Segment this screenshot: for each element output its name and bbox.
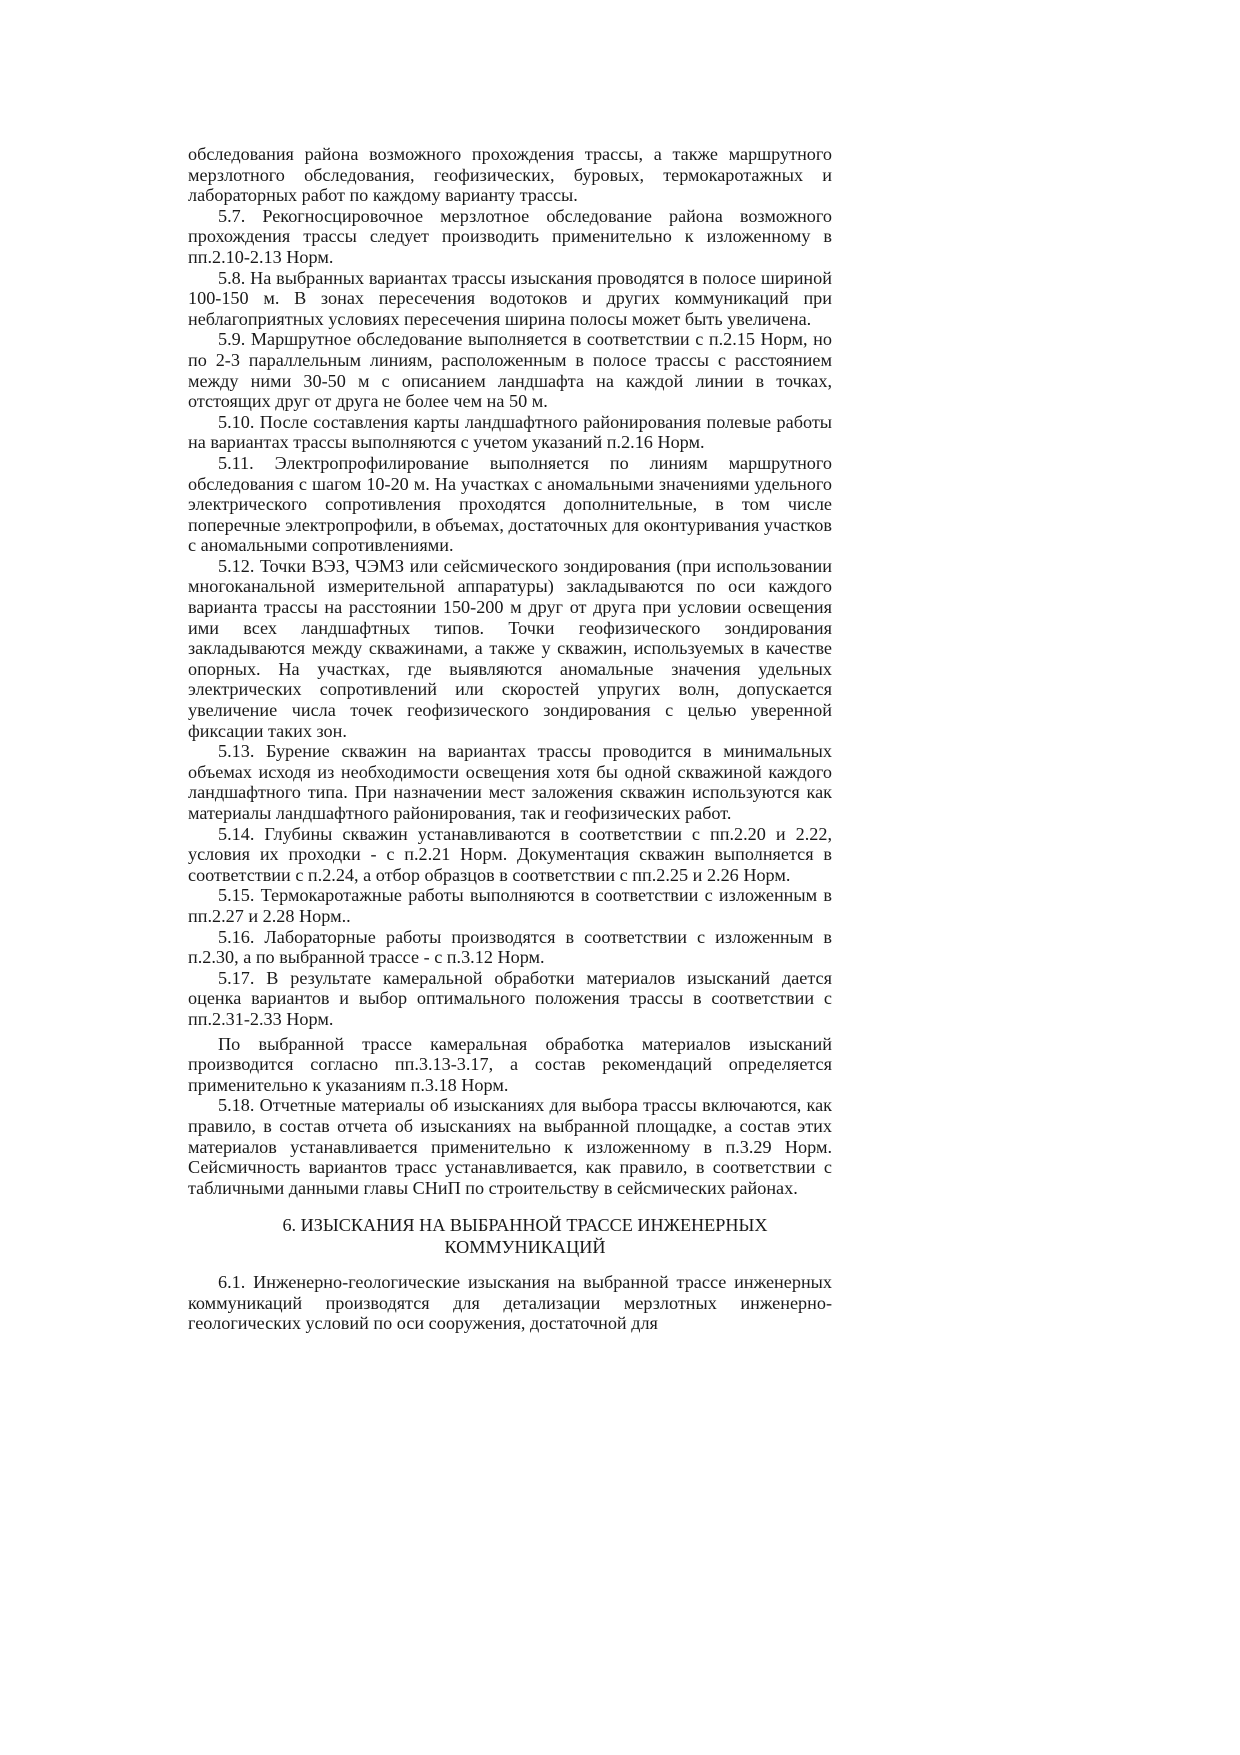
paragraph-5-14: 5.14. Глубины скважин устанавливаются в соответствии с пп.2.20 и 2.22, условия их проходки - с п.2.21 Норм. Документация скважин выполняется в соответствии с п.2.24, а отбор образцов в соответствии с пп.2.25 и 2.26 Норм. [188, 823, 832, 885]
section-6-heading-line-1: 6. ИЗЫСКАНИЯ НА ВЫБРАННОЙ ТРАССЕ ИНЖЕНЕРНЫХ [282, 1215, 768, 1236]
paragraph-6-1: 6.1. Инженерно-геологические изыскания на выбранной трассе инженерных коммуникаций производятся для детализации мерзлотных инженерно-геологических условий по оси сооружения, достаточной для [188, 1272, 832, 1334]
paragraph-5-15: 5.15. Термокаротажные работы выполняются в соответствии с изложенным в пп.2.27 и 2.28 Норм.. [188, 885, 832, 926]
paragraph-5-16: 5.16. Лабораторные работы производятся в соответствии с изложенным в п.2.30, а по выбранной трассе - с п.3.12 Норм. [188, 926, 832, 968]
section-6-heading-line-2: КОММУНИКАЦИЙ [444, 1237, 606, 1258]
paragraph-5-11: 5.11. Электропрофилирование выполняется по линиям маршрутного обследования с шагом 10-20 м. На участках с аномальными значениями удельного электрического сопротивления проходятся дополнительные, в том числе поперечные электропрофили, в объемах, достаточных для оконтуривания участков с аномальными сопротивлениями. [188, 452, 832, 556]
paragraph-5-13: 5.13. Бурение скважин на вариантах трассы проводится в минимальных объемах исходя из необходимости освещения хотя бы одной скважиной каждого ландшафтного типа. При назначении мест заложения скважин используются как материалы ландшафтного районирования, так и геофизических работ. [188, 741, 832, 823]
paragraph-5-17: 5.17. В результате камеральной обработки материалов изысканий дается оценка вариантов и выбор оптимального положения трассы в соответствии с пп.2.31-2.33 Норм. [188, 967, 832, 1029]
paragraph-5-9: 5.9. Маршрутное обследование выполняется в соответствии с п.2.15 Норм, но по 2-3 параллельным линиям, расположенным в полосе трассы с расстоянием между ними 30-50 м с описанием ландшафта на каждой линии в точках, отстоящих друг от друга не более чем на 50 м. [188, 329, 832, 412]
paragraph-5-8: 5.8. На выбранных вариантах трассы изыскания проводятся в полосе шириной 100-150 м. В зонах пересечения водотоков и других коммуникаций при неблагоприятных условиях пересечения ширина полосы может быть увеличена. [188, 267, 832, 329]
paragraph-5-10: 5.10. После составления карты ландшафтного районирования полевые работы на вариантах трассы выполняются с учетом указаний п.2.16 Норм. [188, 411, 832, 453]
paragraph-5-17-continued: По выбранной трассе камеральная обработка материалов изысканий производится согласно пп.3.13-3.17, а состав рекомендаций определяется применительно к указаниям п.3.18 Норм. [188, 1033, 832, 1095]
paragraph-5-18: 5.18. Отчетные материалы об изысканиях для выбора трассы включаются, как правило, в состав отчета об изысканиях на выбранной площадке, а состав этих материалов устанавливается применительно к изложенному в п.3.29 Норм. Сейсмичность вариантов трасс устанавливается, как правило, в соответствии с табличными данными главы СНиП по строительству в сейсмических районах. [188, 1095, 832, 1198]
document-page [188, 144, 832, 1334]
paragraph-continuation: обследования района возможного прохождения трассы, а также маршрутного мерзлотного обследования, геофизических, буровых, термокаротажных и лабораторных работ по каждому варианту трассы. [188, 144, 832, 206]
section-6-heading [188, 1214, 832, 1258]
paragraph-5-12: 5.12. Точки ВЭЗ, ЧЭМЗ или сейсмического зондирования (при использовании многоканальной измерительной аппаратуры) закладываются по оси каждого варианта трассы на расстоянии 150-200 м друг от друга при условии освещения ими всех ландшафтных типов. Точки геофизического зондирования закладываются между скважинами, а также у скважин, используемых в качестве опорных. На участках, где выявляются аномальные значения удельных электрических сопротивлений или скоростей упругих волн, допускается увеличение числа точек геофизического зондирования с целью уверенной фиксации таких зон. [188, 555, 832, 741]
paragraph-5-7: 5.7. Рекогносцировочное мерзлотное обследование района возможного прохождения трассы следует производить применительно к изложенному в пп.2.10-2.13 Норм. [188, 205, 832, 267]
